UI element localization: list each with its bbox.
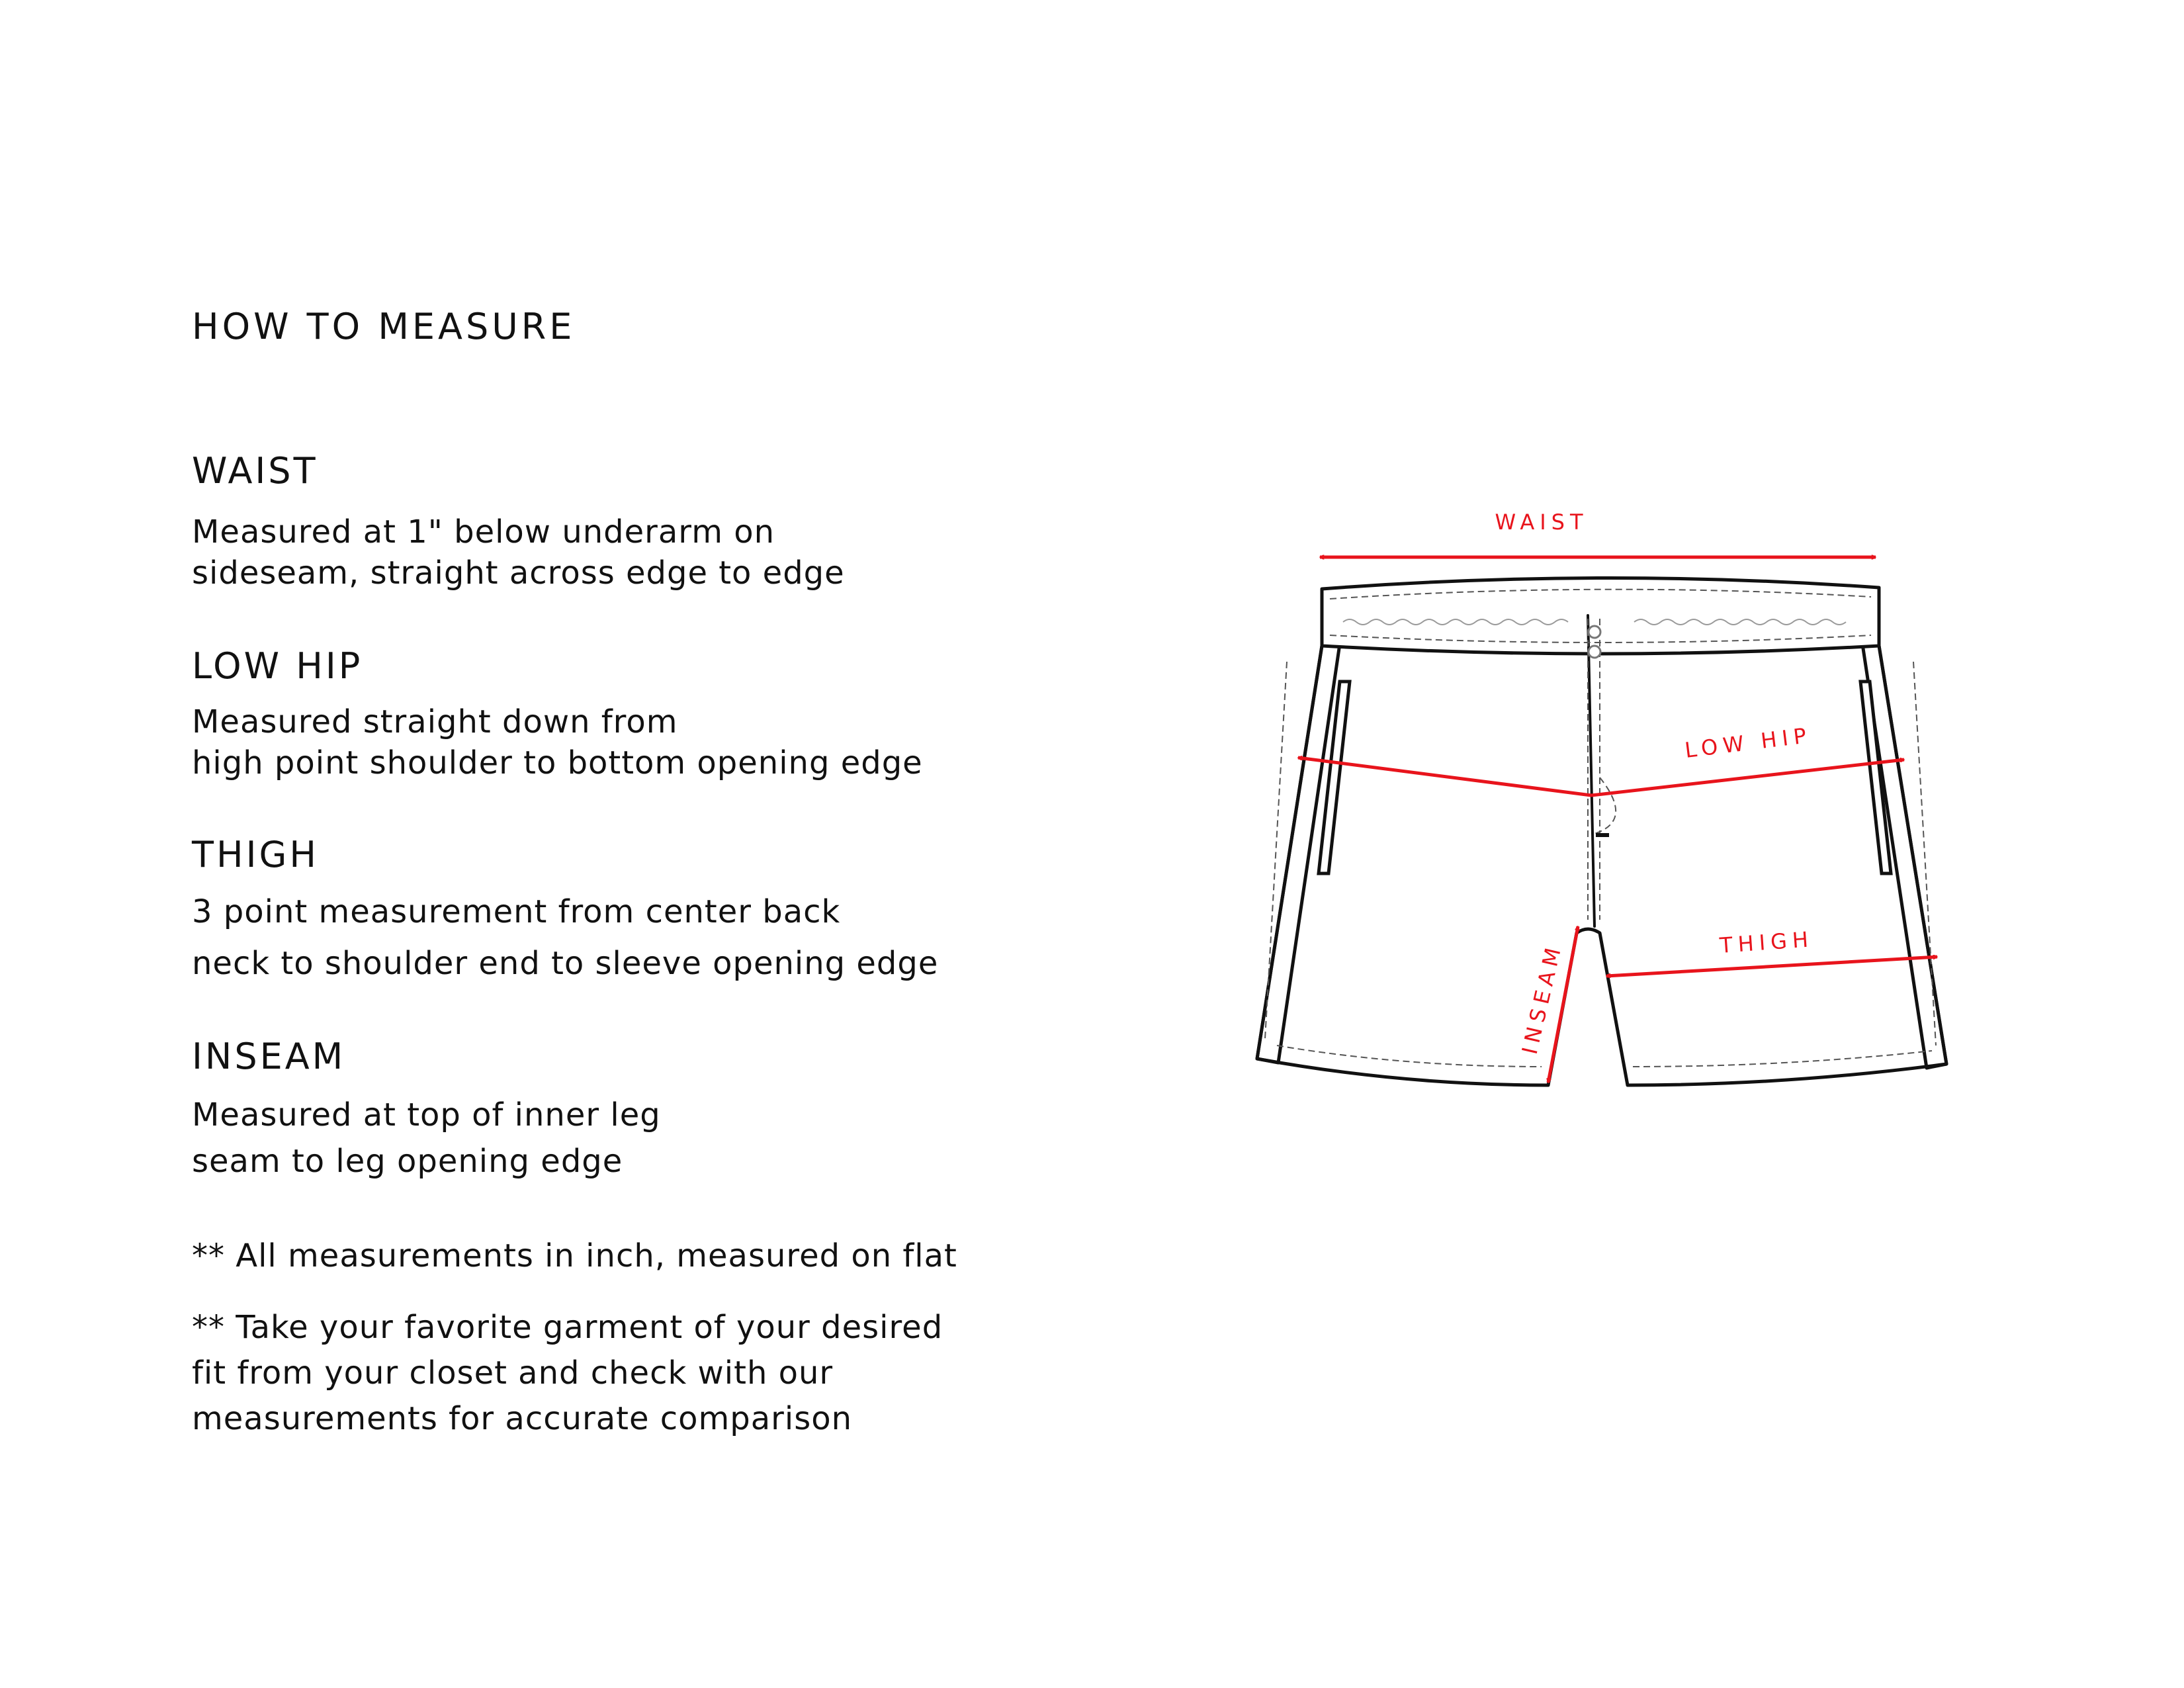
shorts-body [1257, 646, 1946, 1085]
shorts-illustration [1257, 578, 1946, 1085]
note-line: fit from your closet and check with our [192, 1355, 834, 1392]
thigh-heading: THIGH [192, 834, 319, 875]
note-line: ** All measurements in inch, measured on flat [192, 1237, 957, 1274]
waist-heading: WAIST [192, 450, 318, 492]
inseam-label: INSEAM [1516, 940, 1567, 1057]
waist-description-line: sideseam, straight across edge to edge [192, 555, 845, 592]
page-title: HOW TO MEASURE [192, 306, 576, 347]
low-hip-description-line: high point shoulder to bottom opening edge [192, 744, 923, 781]
thigh-label: THIGH [1718, 926, 1815, 958]
note-line: ** Take your favorite garment of your desired [192, 1309, 943, 1346]
inseam-heading: INSEAM [192, 1036, 346, 1077]
waist-label: WAIST [1495, 510, 1589, 535]
thigh-description-line: neck to shoulder end to sleeve opening edge [192, 945, 939, 982]
low-hip-label: LOW HIP [1683, 722, 1813, 763]
waist-description-line: Measured at 1" below underarm on [192, 513, 775, 551]
note-line: measurements for accurate comparison [192, 1400, 853, 1437]
low-hip-description-line: Measured straight down from [192, 703, 678, 740]
inseam-description-line: Measured at top of inner leg [192, 1096, 661, 1133]
thigh-description-line: 3 point measurement from center back [192, 893, 841, 930]
inseam-description-line: seam to leg opening edge [192, 1143, 623, 1180]
low-hip-heading: LOW HIP [192, 645, 363, 687]
